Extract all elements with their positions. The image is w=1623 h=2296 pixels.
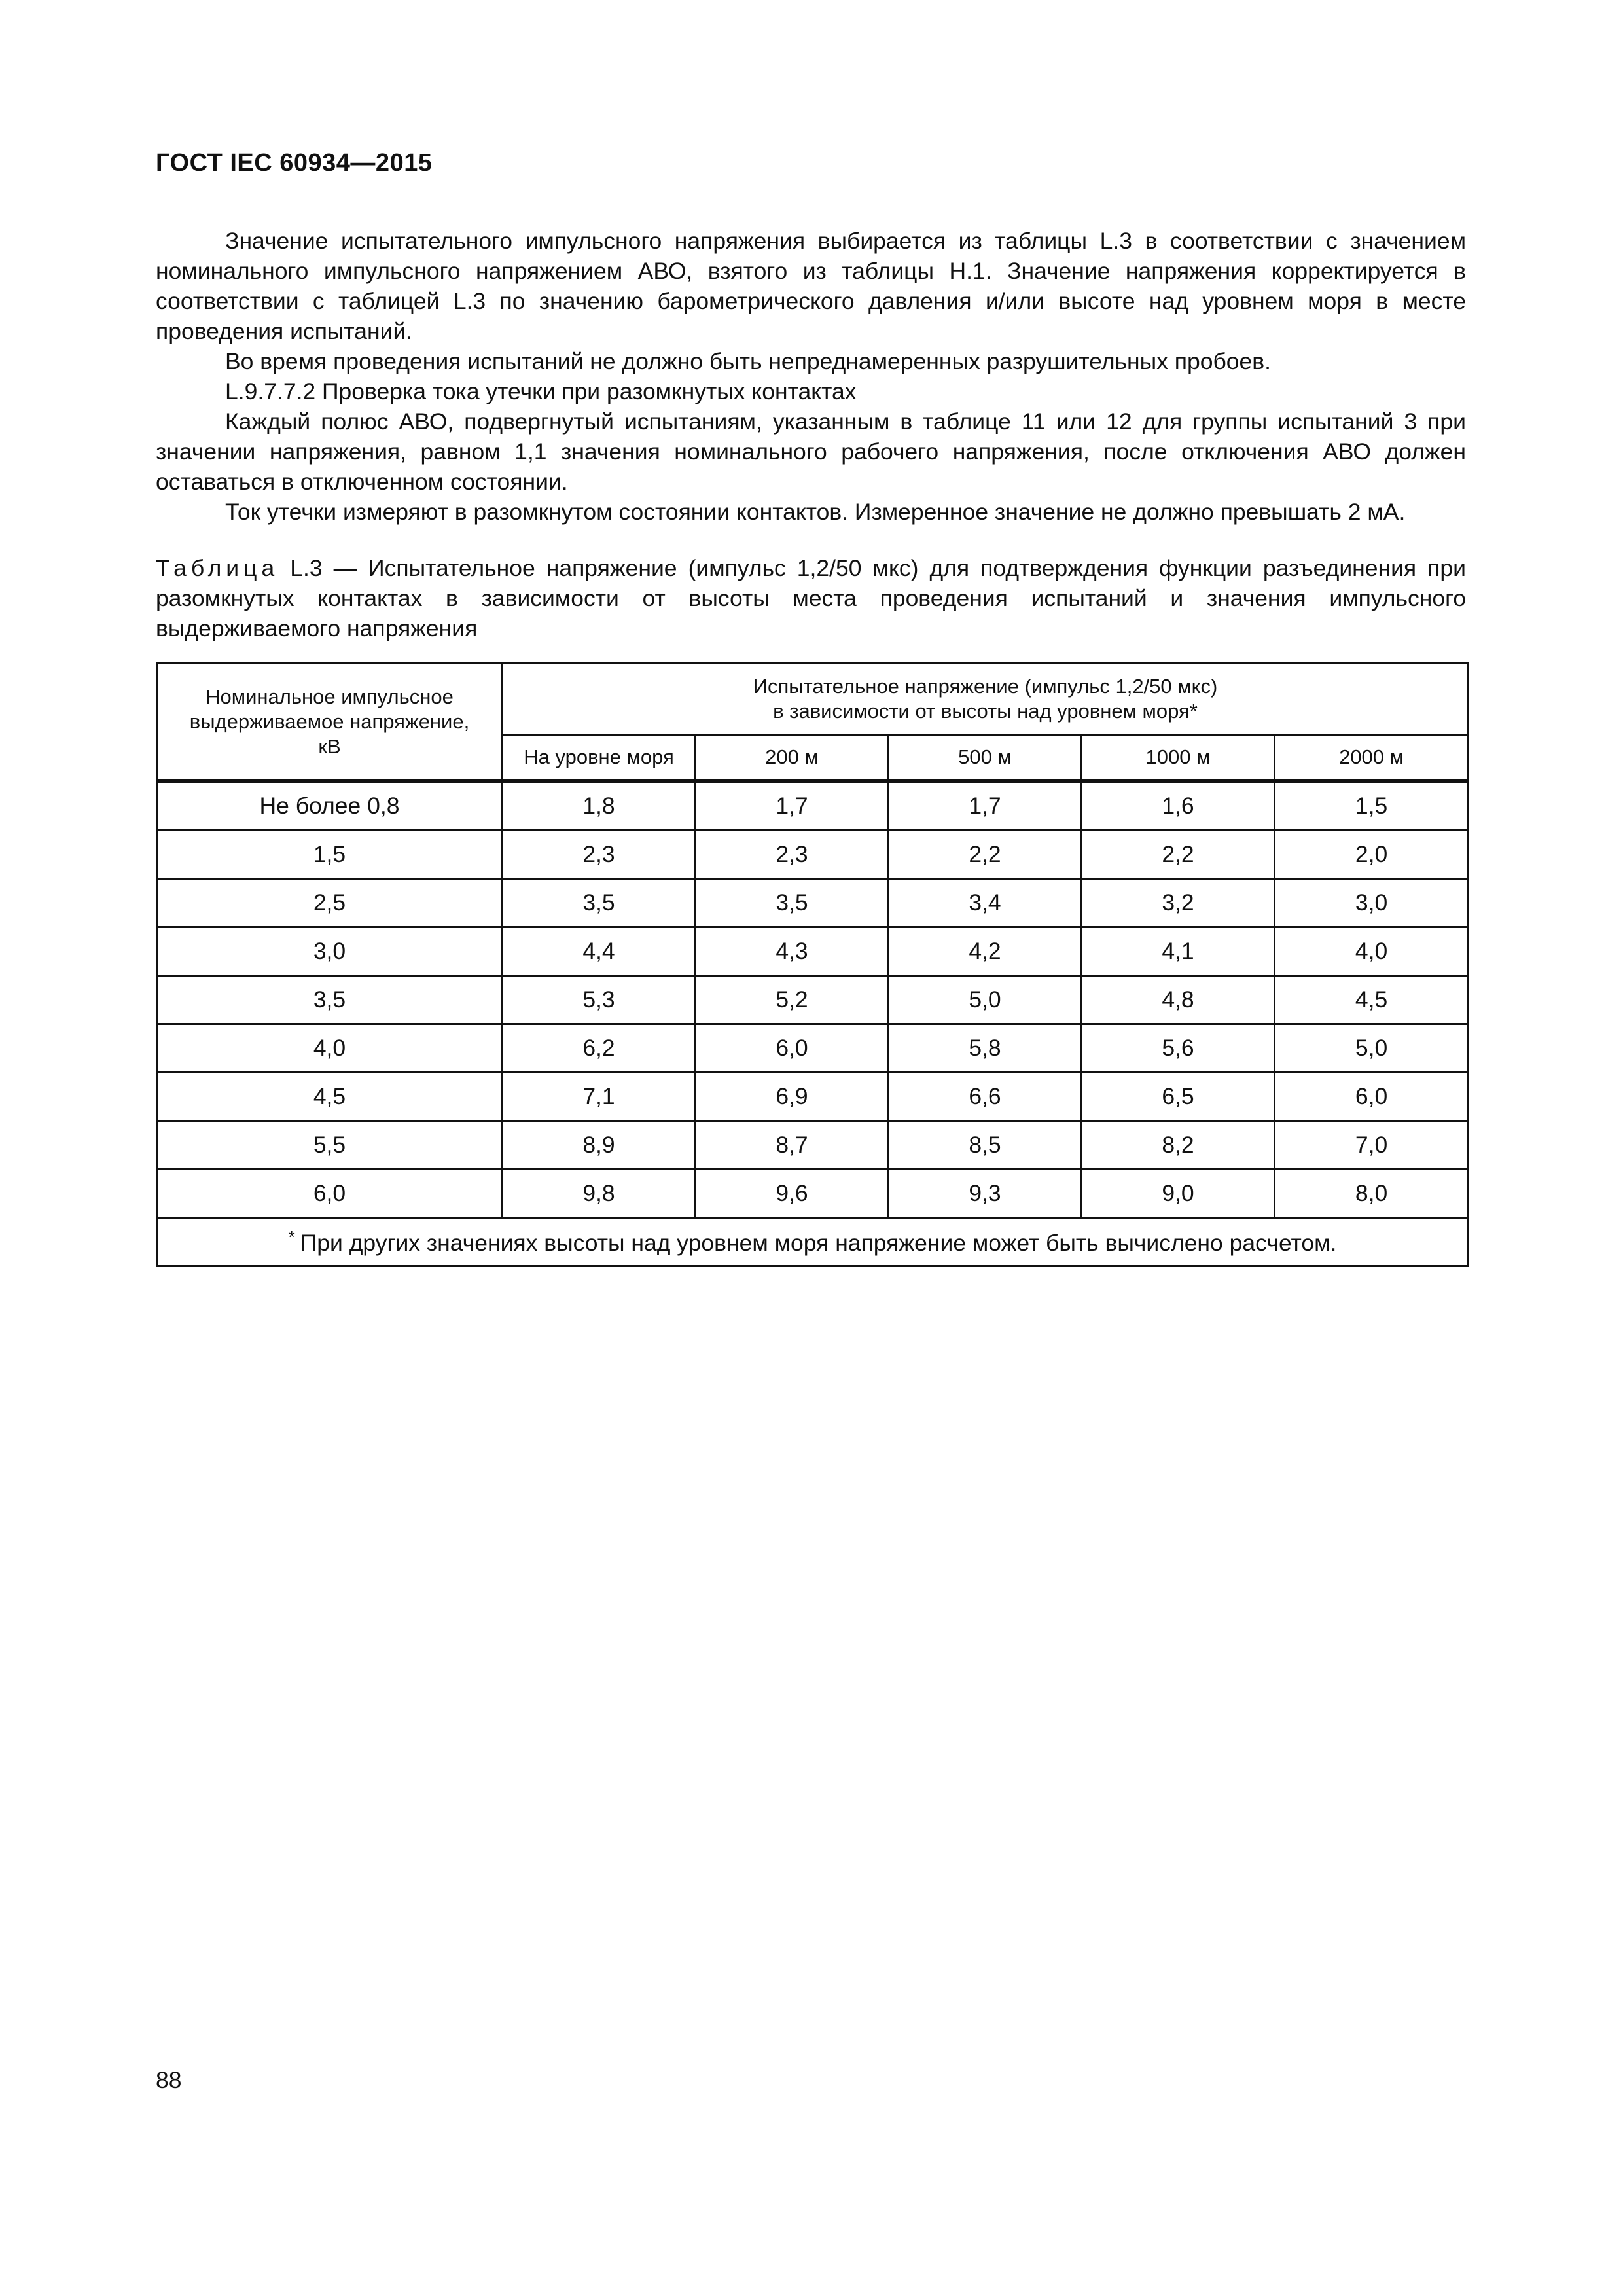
table-cell: Не более 0,8 [157,781,503,831]
paragraph-no-breakdowns: Во время проведения испытаний не должно быть непреднамеренных разрушительных пробоев. [225,348,1272,374]
table-cell: 2,2 [889,831,1082,879]
table-cell: 1,5 [157,831,503,879]
table-cell: 3,5 [157,976,503,1024]
table-cell: 4,4 [503,927,696,976]
table-cell: 2,2 [1082,831,1275,879]
table-cell: 9,3 [889,1170,1082,1218]
header-altitude-500: 500 м [889,735,1082,781]
table-cell: 8,7 [696,1121,889,1170]
table-footnote [157,1218,1469,1266]
header-altitude-sea-level: На уровне моря [503,735,696,781]
table-cell: 7,0 [1275,1121,1469,1170]
table-cell: 1,6 [1082,781,1275,831]
header-altitude-1000: 1000 м [1082,735,1275,781]
table-cell: 6,2 [503,1024,696,1073]
header-test-voltage-group [503,664,1469,735]
table-cell: 5,0 [1275,1024,1469,1073]
paragraph-leakage-limit: Ток утечки измеряют в разомкнутом состоянии контактов. Измеренное значение не должно превышать 2 мА. [225,499,1406,525]
table-cell: 5,3 [503,976,696,1024]
body-text [156,226,1466,527]
table-cell: 6,0 [696,1024,889,1073]
table-cell: 3,0 [1275,879,1469,927]
table-cell: 4,1 [1082,927,1275,976]
header-altitude-200: 200 м [696,735,889,781]
table-row [157,1170,1469,1218]
table-caption [156,553,1466,643]
table-cell: 3,4 [889,879,1082,927]
table-caption-text: L.3 — Испытательное напряжение (импульс 1,2/50 мкс) для подтверждения функции разъединения при разомкнутых контактах в зависимости от высоты места проведения испытаний и значения импульсного выдерживаемого напряжения [156,555,1466,641]
table-cell: 8,2 [1082,1121,1275,1170]
paragraph-test-voltage-selection: Значение испытательного импульсного напряжения выбирается из таблицы L.3 в соответствии с значением номинального импульсного напряжением АВО, взятого из таблицы Н.1. Значение напряжения корректируется в соответствии с таблицей L.3 по значению барометрического давления и/или высоте над уровнем моря в месте проведения испытаний. [156,228,1466,344]
header-rated-voltage-text: Номинальное импульсное выдерживаемое напряжение, кВ [189,685,470,758]
table-cell: 9,8 [503,1170,696,1218]
table-cell: 4,0 [1275,927,1469,976]
table-row [157,1024,1469,1073]
page-number: 88 [156,2067,182,2093]
table-row [157,831,1469,879]
table-row [157,1073,1469,1121]
table-cell: 9,6 [696,1170,889,1218]
table-row [157,879,1469,927]
table-cell: 1,8 [503,781,696,831]
paragraph-pole-test: Каждый полюс АВО, подвергнутый испытаниям, указанным в таблице 11 или 12 для группы испытаний 3 при значении напряжения, равном 1,1 значения номинального рабочего напряжения, после отключения АВО должен оставаться в отключенном состоянии. [156,408,1466,495]
document-code-header: ГОСТ IEC 60934—2015 [156,149,433,177]
table-row [157,927,1469,976]
table-header-row [157,664,1469,735]
table-cell: 5,0 [889,976,1082,1024]
table-cell: 2,5 [157,879,503,927]
table-cell: 6,0 [157,1170,503,1218]
header-rated-voltage [157,664,503,781]
table-footnote-row [157,1218,1469,1266]
table-row [157,976,1469,1024]
table-cell: 6,9 [696,1073,889,1121]
table-cell: 6,6 [889,1073,1082,1121]
table-cell: 8,0 [1275,1170,1469,1218]
table-cell: 1,5 [1275,781,1469,831]
table-cell: 5,2 [696,976,889,1024]
table-cell: 2,3 [696,831,889,879]
table-cell: 3,5 [503,879,696,927]
header-test-voltage-line2: в зависимости от высоты над уровнем моря* [773,700,1198,723]
table-cell: 4,5 [1275,976,1469,1024]
table-cell: 4,5 [157,1073,503,1121]
table-cell: 1,7 [696,781,889,831]
test-voltage-table [156,662,1469,1267]
table-cell: 7,1 [503,1073,696,1121]
table-cell: 4,3 [696,927,889,976]
table-row [157,781,1469,831]
table-cell: 1,7 [889,781,1082,831]
table-cell: 3,2 [1082,879,1275,927]
table-cell: 8,9 [503,1121,696,1170]
table-cell: 2,0 [1275,831,1469,879]
table-caption-label: Таблица [156,555,279,581]
table-cell: 6,0 [1275,1073,1469,1121]
table-cell: 4,8 [1082,976,1275,1024]
section-heading-leakage-current: L.9.7.7.2 Проверка тока утечки при разомкнутых контактах [225,378,857,404]
table-row [157,1121,1469,1170]
table-cell: 6,5 [1082,1073,1275,1121]
table-cell: 3,5 [696,879,889,927]
table-cell: 4,0 [157,1024,503,1073]
table-cell: 3,0 [157,927,503,976]
table-cell: 4,2 [889,927,1082,976]
table-cell: 8,5 [889,1121,1082,1170]
table-cell: 5,6 [1082,1024,1275,1073]
header-altitude-2000: 2000 м [1275,735,1469,781]
table-cell: 2,3 [503,831,696,879]
footnote-text: При других значениях высоты над уровнем моря напряжение может быть вычислено расчетом. [300,1230,1337,1256]
table-cell: 5,5 [157,1121,503,1170]
header-test-voltage-line1: Испытательное напряжение (импульс 1,2/50 мкс) [753,675,1218,698]
table-cell: 5,8 [889,1024,1082,1073]
footnote-mark: * [288,1227,295,1247]
table-cell: 9,0 [1082,1170,1275,1218]
